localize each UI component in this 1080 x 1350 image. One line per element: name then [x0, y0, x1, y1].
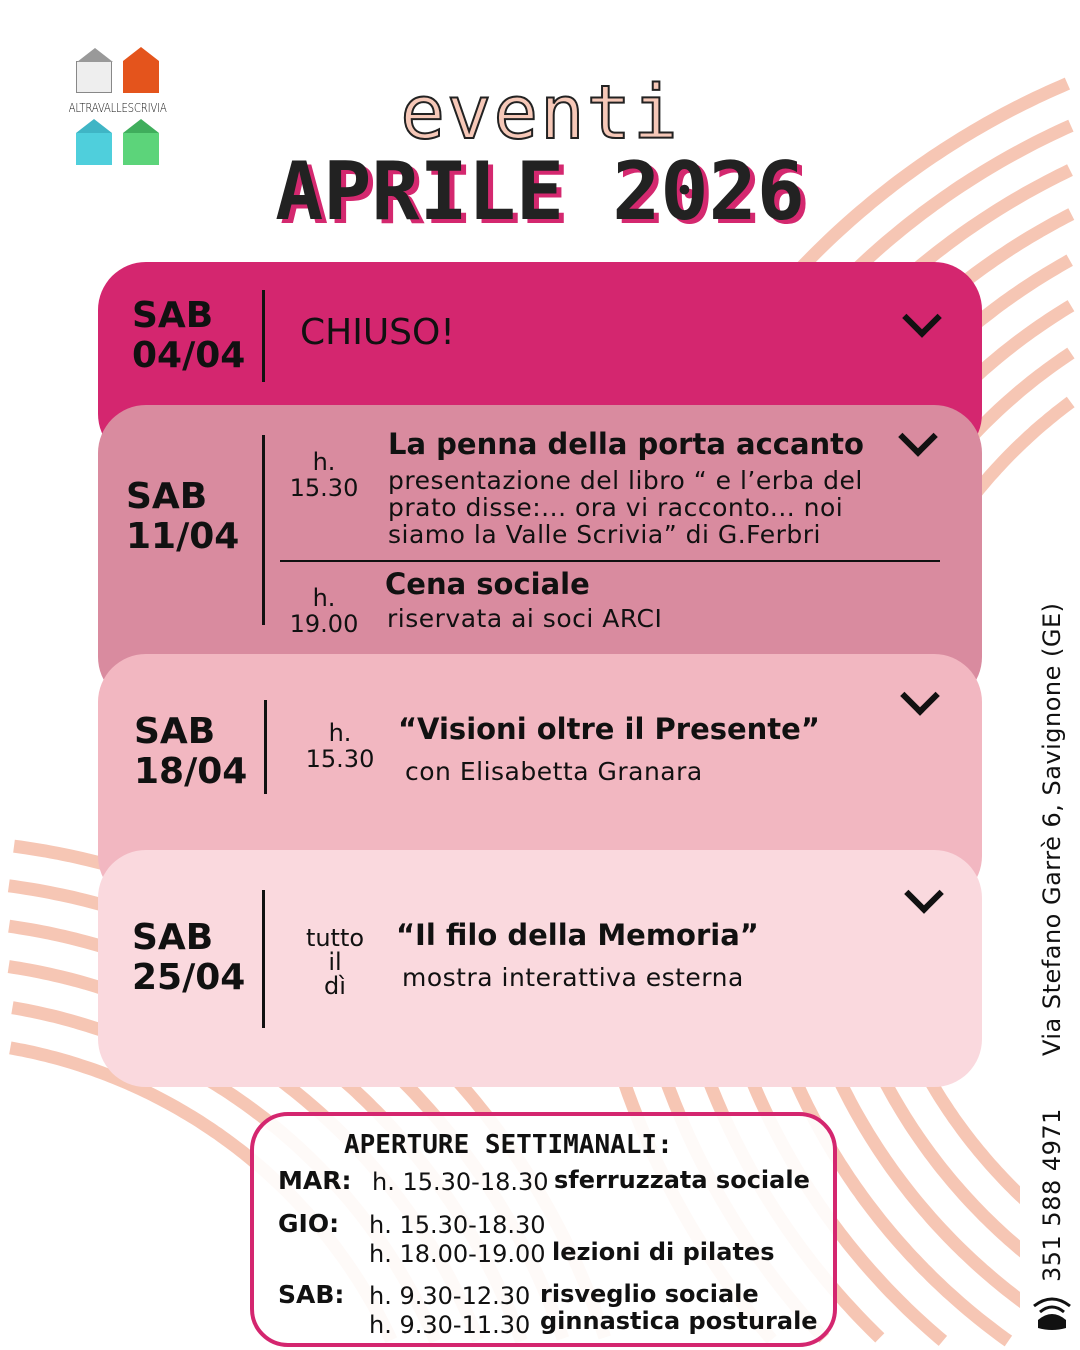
- event-title: “Visioni oltre il Presente”: [398, 712, 820, 746]
- event-date: SAB 11/04: [126, 476, 240, 557]
- event-card-2504[interactable]: [98, 850, 982, 1087]
- event-time: h. 15.30: [289, 448, 359, 502]
- eventi-heading: eventi: [400, 70, 680, 156]
- event-title: CHIUSO!: [300, 312, 455, 353]
- weekly-title: APERTURE SETTIMANALI:: [344, 1130, 673, 1160]
- weekly-activity: risveglio sociale: [540, 1280, 759, 1308]
- event-time: tutto il dì: [305, 924, 365, 1000]
- divider: [262, 890, 265, 1028]
- chevron-down-icon[interactable]: [904, 874, 944, 914]
- weekly-time: h. 15.30-18.30: [372, 1168, 549, 1196]
- weekly-day: GIO:: [278, 1209, 340, 1238]
- month-title: APRILE 2026: [275, 145, 805, 238]
- event-description: presentazione del libro “ e l’erba del prato disse:... ora vi racconto... noi siamo la Valle Scrivia” di G.Ferbri: [388, 466, 863, 549]
- weekly-time: h. 15.30-18.30: [369, 1211, 546, 1239]
- weekly-time: h. 9.30-12.30: [369, 1282, 531, 1310]
- weekly-time: h. 18.00-19.00: [369, 1240, 546, 1268]
- weekly-time: h. 9.30-11.30: [369, 1311, 531, 1339]
- weekly-activity: ginnastica posturale: [540, 1307, 818, 1335]
- event-description: mostra interattiva esterna: [402, 963, 744, 992]
- event-description: riservata ai soci ARCI: [387, 604, 663, 633]
- event-time: h. 19.00: [289, 584, 359, 638]
- phone-number: 351 588 4971: [1038, 1108, 1066, 1282]
- weekly-activity: lezioni di pilates: [552, 1238, 775, 1266]
- event-time: h. 15.30: [305, 719, 375, 773]
- chevron-down-icon[interactable]: [902, 298, 942, 338]
- chevron-down-icon[interactable]: [900, 676, 940, 716]
- divider: [262, 290, 265, 382]
- event-date: SAB 04/04: [132, 295, 246, 376]
- divider: [262, 435, 265, 625]
- event-date: SAB 18/04: [134, 711, 248, 792]
- chevron-down-icon[interactable]: [898, 417, 938, 457]
- event-title: La penna della porta accanto: [388, 427, 864, 461]
- weekly-activity: sferruzzata sociale: [554, 1166, 810, 1194]
- phone-icon: [1030, 1290, 1074, 1334]
- divider: [280, 560, 940, 562]
- address: Via Stefano Garrè 6, Savignone (GE): [1038, 602, 1066, 1056]
- divider: [264, 700, 267, 794]
- event-title: “Il filo della Memoria”: [396, 918, 759, 952]
- event-title: Cena sociale: [385, 567, 590, 601]
- weekly-openings-box: [250, 1112, 837, 1347]
- event-description: con Elisabetta Granara: [405, 757, 703, 786]
- weekly-day: MAR:: [278, 1166, 352, 1195]
- weekly-day: SAB:: [278, 1280, 345, 1309]
- logo-text: ALTRAVALLESCRIVIA: [68, 101, 167, 115]
- event-date: SAB 25/04: [132, 917, 246, 998]
